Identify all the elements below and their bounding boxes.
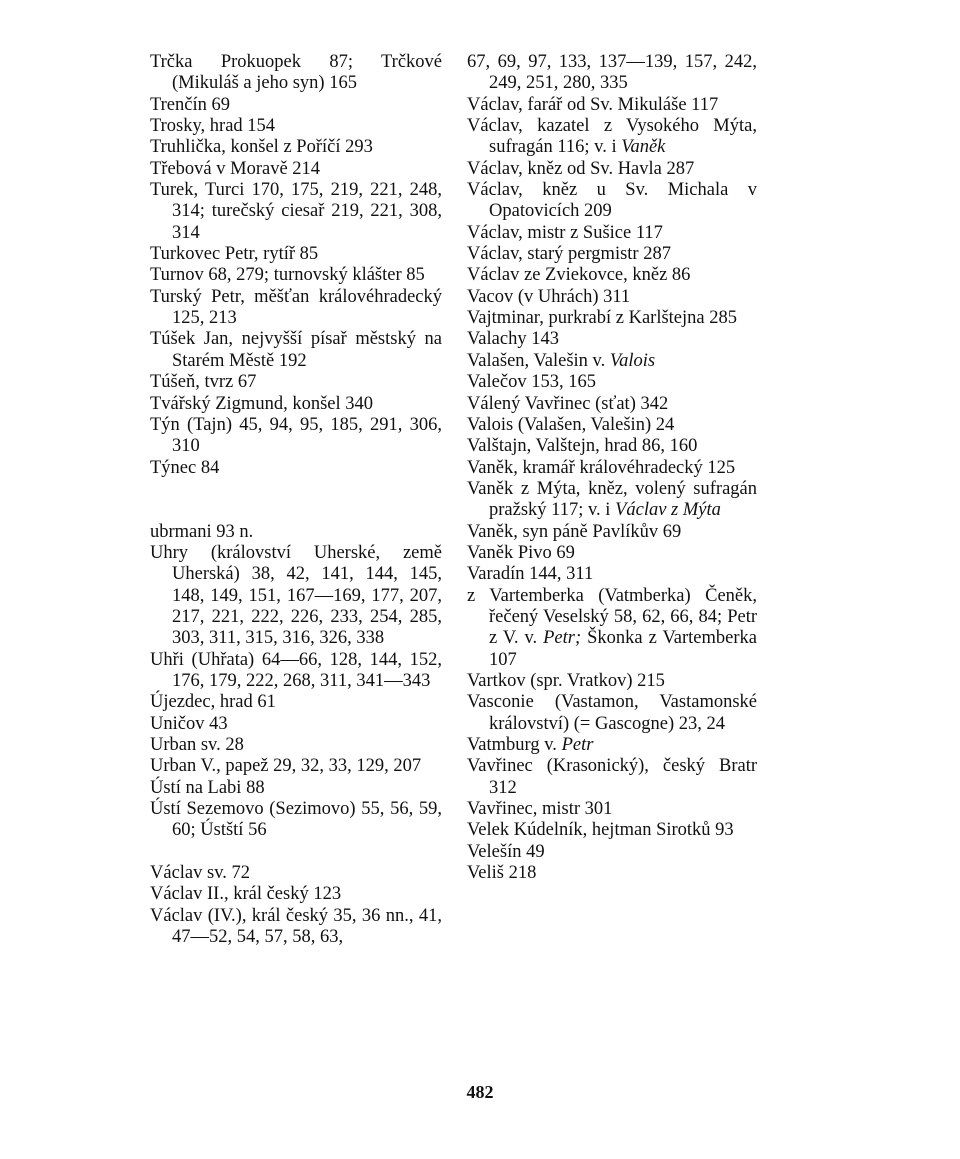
index-entry: Trenčín 69 <box>150 94 230 115</box>
index-entry: Vavřinec, mistr 301 <box>467 799 613 820</box>
entry-text: Vatmburg v. <box>467 735 562 755</box>
index-entry: Uhři (Uhřata) 64—66, 128, 144, 152, 176, 179, 222, 268, 311, 341—343 <box>150 649 442 691</box>
index-entry: Václav, farář od Sv. Mikuláše 117 <box>467 94 719 115</box>
index-entry: Václav (IV.), král český 35, 36 nn., 41, 47—52, 54, 57, 58, 63, <box>150 905 442 948</box>
index-entry: Trosky, hrad 154 <box>150 116 276 137</box>
entry-crossref: Václav z Mýta <box>615 500 721 521</box>
entry-text: Václav, kazatel z Vysokého Mýta, sufragán 116; v. i <box>467 116 757 158</box>
index-entry: Turek, Turci 170, 175, 219, 221, 248, 314; turečský ciesař 219, 221, 308, 314 <box>150 180 442 243</box>
index-entry: Velek Kúdelník, hejtman Sirotků 93 <box>467 820 734 841</box>
index-entry: Truhlička, konšel z Poříčí 293 <box>150 137 373 158</box>
index-entry: Turkovec Petr, rytíř 85 <box>150 244 319 265</box>
section-gap <box>150 500 442 521</box>
index-entry: Václav sv. 72 <box>150 863 251 884</box>
index-entry: 67, 69, 97, 133, 137—139, 157, 242, 249, 251, 280, 335 <box>467 52 757 94</box>
index-entry: Válený Vavřinec (sťat) 342 <box>467 393 669 414</box>
section-gap <box>150 479 442 500</box>
index-entry: Týn (Tajn) 45, 94, 95, 185, 291, 306, 310 <box>150 414 442 457</box>
index-entry: Trčka Prokuopek 87; Trčkové (Mikuláš a jeho syn) 165 <box>150 52 442 94</box>
index-entry: ubrmani 93 n. <box>150 521 254 542</box>
index-entry: Valštajn, Valštejn, hrad 86, 160 <box>467 436 698 457</box>
index-entry <box>467 586 757 671</box>
index-entry: Urban V., papež 29, 32, 33, 129, 207 <box>150 756 422 777</box>
index-entry: Ústí Sezemovo (Sezimovo) 55, 56, 59, 60; Ústští 56 <box>150 799 442 841</box>
index-entry: Václav II., král český 123 <box>150 884 342 905</box>
index-entry: Varadín 144, 311 <box>467 564 594 585</box>
entry-text: Vaněk z Mýta, kněz, volený sufragán pražský 117; v. i <box>467 478 757 521</box>
entry-text: Škonka z Vartemberka 107 <box>489 628 757 670</box>
index-entry <box>467 479 757 522</box>
index-entry: Turnov 68, 279; turnovský klášter 85 <box>150 265 425 286</box>
entry-crossref: Petr; <box>543 628 582 649</box>
index-entry: Uničov 43 <box>150 713 228 734</box>
section-gap <box>150 842 442 863</box>
index-entry: Turský Petr, měšťan královéhradecký 125, 213 <box>150 286 442 329</box>
index-entry: Václav, kněz od Sv. Havla 287 <box>467 158 695 179</box>
index-entry <box>467 351 757 372</box>
index-entry: Vartkov (spr. Vratkov) 215 <box>467 670 665 691</box>
entry-crossref: Vaněk <box>621 137 666 158</box>
index-entry: Václav ze Zviekovce, kněz 86 <box>467 265 691 286</box>
index-entry: Týnec 84 <box>150 457 220 478</box>
entry-text: Valašen, Valešin v. <box>467 350 610 371</box>
index-entry <box>467 735 757 756</box>
index-entry: Valečov 153, 165 <box>467 372 596 393</box>
index-entry: Václav, mistr z Sušice 117 <box>467 222 663 243</box>
page-number: 482 <box>466 1082 494 1102</box>
index-entry: Vaněk, kramář královéhradecký 125 <box>467 457 736 478</box>
index-entry: Václav, starý pergmistr 287 <box>467 244 671 265</box>
index-entry: Urban sv. 28 <box>150 735 244 755</box>
index-entry: Vasconie (Vastamon, Vastamonské království) (= Gascogne) 23, 24 <box>467 692 757 734</box>
index-entry: Vacov (v Uhrách) 311 <box>467 286 631 307</box>
index-entry: Valois (Valašen, Valešin) 24 <box>467 414 675 435</box>
entry-text: z Vartemberka (Vatmberka) Čeněk, řečený Veselský 58, 62, 66, 84; Petr z V. v. <box>467 585 757 649</box>
index-entry: Vaněk, syn páně Pavlíkův 69 <box>467 521 682 542</box>
index-entry: Třebová v Moravě 214 <box>150 158 321 179</box>
entry-crossref: Valois <box>609 350 656 371</box>
index-entry: Vaněk Pivo 69 <box>467 542 575 563</box>
index-entry: Túšeň, tvrz 67 <box>150 372 257 393</box>
index-entry: Ústí na Labi 88 <box>150 777 265 798</box>
index-entry: Tvářský Zigmund, konšel 340 <box>150 393 374 414</box>
index-entry: Veliš 218 <box>467 863 537 884</box>
index-entry: Velešín 49 <box>467 841 545 862</box>
index-entry: Túšek Jan, nejvyšší písař městský na Starém Městě 192 <box>150 329 442 371</box>
left-column <box>150 52 442 948</box>
entry-crossref: Petr <box>561 735 594 755</box>
index-entry: Václav, kněz u Sv. Michala v Opatovicích 209 <box>467 180 757 222</box>
index-entry: Újezdec, hrad 61 <box>150 692 276 713</box>
index-entry: Uhry (království Uherské, země Uherská) 38, 42, 141, 144, 145, 148, 149, 151, 167—169, 177, 207, 217, 221, 222, 226, 233, 254, 285, 303, 311, 315, 316, 326, 338 <box>150 542 442 649</box>
index-entry <box>467 116 757 159</box>
index-entry: Valachy 143 <box>467 329 559 350</box>
right-column <box>467 52 757 884</box>
index-entry: Vavřinec (Krasonický), český Bratr 312 <box>467 756 757 798</box>
index-entry: Vajtminar, purkrabí z Karlštejna 285 <box>467 308 737 329</box>
